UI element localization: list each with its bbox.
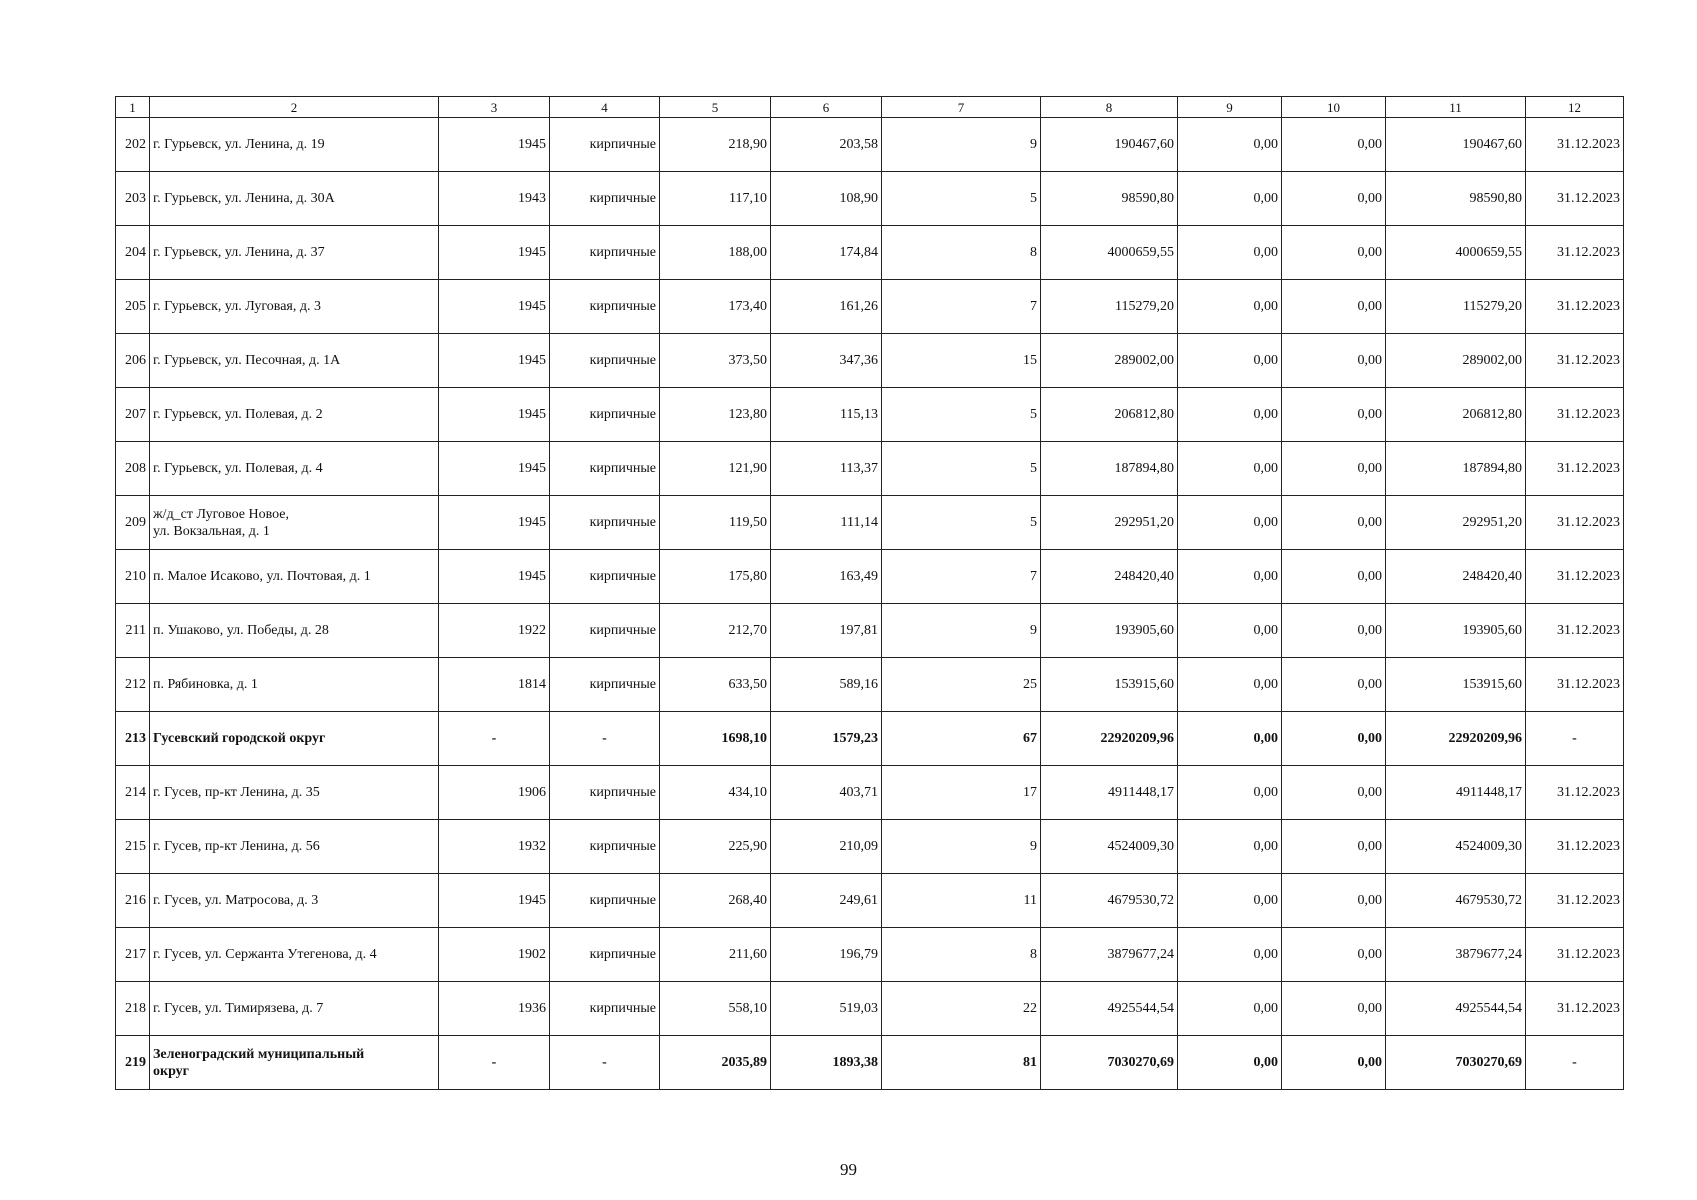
date-cell: - (1526, 1036, 1624, 1090)
wall-material-cell: кирпичные (550, 604, 660, 658)
year-cell: - (439, 712, 550, 766)
col9-cell: 0,00 (1178, 982, 1282, 1036)
table-row (116, 766, 1624, 820)
row-number-cell: 215 (116, 820, 150, 874)
wall-material-cell: кирпичные (550, 658, 660, 712)
address-cell: г. Гурьевск, ул. Ленина, д. 19 (150, 118, 439, 172)
address-cell: г. Гурьевск, ул. Полевая, д. 2 (150, 388, 439, 442)
table-row (116, 442, 1624, 496)
wall-material-cell: кирпичные (550, 118, 660, 172)
col9-cell: 0,00 (1178, 1036, 1282, 1090)
col7-cell: 7 (882, 280, 1041, 334)
col9-cell: 0,00 (1178, 766, 1282, 820)
date-cell: 31.12.2023 (1526, 604, 1624, 658)
col7-cell: 9 (882, 604, 1041, 658)
col10-cell: 0,00 (1282, 1036, 1386, 1090)
col11-cell: 4911448,17 (1386, 766, 1526, 820)
col8-cell: 289002,00 (1041, 334, 1178, 388)
col9-cell: 0,00 (1178, 172, 1282, 226)
col10-cell: 0,00 (1282, 712, 1386, 766)
col9-cell: 0,00 (1178, 604, 1282, 658)
table-body (116, 97, 1624, 1090)
col6-cell: 403,71 (771, 766, 882, 820)
year-cell: 1922 (439, 604, 550, 658)
row-number-cell: 211 (116, 604, 150, 658)
table-total-row (116, 1036, 1624, 1090)
col8-cell: 22920209,96 (1041, 712, 1178, 766)
row-number-cell: 208 (116, 442, 150, 496)
address-cell: г. Гурьевск, ул. Ленина, д. 30А (150, 172, 439, 226)
table-row (116, 388, 1624, 442)
date-cell: 31.12.2023 (1526, 226, 1624, 280)
col8-cell: 206812,80 (1041, 388, 1178, 442)
year-cell: 1932 (439, 820, 550, 874)
col8-cell: 193905,60 (1041, 604, 1178, 658)
col6-cell: 113,37 (771, 442, 882, 496)
table-row (116, 334, 1624, 388)
address-cell: г. Гурьевск, ул. Полевая, д. 4 (150, 442, 439, 496)
date-cell: 31.12.2023 (1526, 982, 1624, 1036)
col10-cell: 0,00 (1282, 334, 1386, 388)
col6-cell: 1893,38 (771, 1036, 882, 1090)
col8-cell: 7030270,69 (1041, 1036, 1178, 1090)
column-number-header-row (116, 97, 1624, 118)
col6-cell: 161,26 (771, 280, 882, 334)
column-header: 7 (882, 97, 1041, 118)
address-cell: г. Гурьевск, ул. Песочная, д. 1А (150, 334, 439, 388)
col9-cell: 0,00 (1178, 226, 1282, 280)
table-row (116, 496, 1624, 550)
column-header: 11 (1386, 97, 1526, 118)
col11-cell: 190467,60 (1386, 118, 1526, 172)
col9-cell: 0,00 (1178, 388, 1282, 442)
col9-cell: 0,00 (1178, 280, 1282, 334)
col8-cell: 4000659,55 (1041, 226, 1178, 280)
col5-cell: 2035,89 (660, 1036, 771, 1090)
col7-cell: 11 (882, 874, 1041, 928)
col8-cell: 187894,80 (1041, 442, 1178, 496)
row-number-cell: 219 (116, 1036, 150, 1090)
date-cell: 31.12.2023 (1526, 550, 1624, 604)
date-cell: 31.12.2023 (1526, 928, 1624, 982)
col11-cell: 187894,80 (1386, 442, 1526, 496)
col11-cell: 4000659,55 (1386, 226, 1526, 280)
col6-cell: 108,90 (771, 172, 882, 226)
col11-cell: 248420,40 (1386, 550, 1526, 604)
table-row (116, 280, 1624, 334)
wall-material-cell: кирпичные (550, 550, 660, 604)
housing-table (115, 96, 1624, 1090)
col9-cell: 0,00 (1178, 118, 1282, 172)
col10-cell: 0,00 (1282, 766, 1386, 820)
year-cell: 1902 (439, 928, 550, 982)
table-row (116, 604, 1624, 658)
table-row (116, 928, 1624, 982)
col10-cell: 0,00 (1282, 172, 1386, 226)
col6-cell: 249,61 (771, 874, 882, 928)
year-cell: 1814 (439, 658, 550, 712)
address-cell: г. Гусев, пр-кт Ленина, д. 56 (150, 820, 439, 874)
row-number-cell: 218 (116, 982, 150, 1036)
year-cell: 1945 (439, 334, 550, 388)
col7-cell: 15 (882, 334, 1041, 388)
column-header: 5 (660, 97, 771, 118)
year-cell: 1906 (439, 766, 550, 820)
col7-cell: 22 (882, 982, 1041, 1036)
row-number-cell: 205 (116, 280, 150, 334)
col7-cell: 9 (882, 118, 1041, 172)
address-cell: ж/д_ст Луговое Новое, ул. Вокзальная, д. 1 (150, 496, 439, 550)
address-cell: г. Гусев, пр-кт Ленина, д. 35 (150, 766, 439, 820)
col11-cell: 292951,20 (1386, 496, 1526, 550)
col6-cell: 519,03 (771, 982, 882, 1036)
wall-material-cell: кирпичные (550, 280, 660, 334)
row-number-cell: 213 (116, 712, 150, 766)
year-cell: 1945 (439, 226, 550, 280)
col9-cell: 0,00 (1178, 442, 1282, 496)
col9-cell: 0,00 (1178, 712, 1282, 766)
col5-cell: 225,90 (660, 820, 771, 874)
col8-cell: 153915,60 (1041, 658, 1178, 712)
date-cell: 31.12.2023 (1526, 118, 1624, 172)
col6-cell: 115,13 (771, 388, 882, 442)
col5-cell: 211,60 (660, 928, 771, 982)
wall-material-cell: кирпичные (550, 496, 660, 550)
col7-cell: 5 (882, 496, 1041, 550)
year-cell: 1945 (439, 874, 550, 928)
date-cell: 31.12.2023 (1526, 442, 1624, 496)
address-cell: п. Малое Исаково, ул. Почтовая, д. 1 (150, 550, 439, 604)
address-cell: г. Гусев, ул. Матросова, д. 3 (150, 874, 439, 928)
col9-cell: 0,00 (1178, 496, 1282, 550)
address-cell: п. Ушаково, ул. Победы, д. 28 (150, 604, 439, 658)
col6-cell: 347,36 (771, 334, 882, 388)
col9-cell: 0,00 (1178, 550, 1282, 604)
date-cell: 31.12.2023 (1526, 658, 1624, 712)
date-cell: 31.12.2023 (1526, 496, 1624, 550)
col8-cell: 98590,80 (1041, 172, 1178, 226)
col9-cell: 0,00 (1178, 820, 1282, 874)
wall-material-cell: кирпичные (550, 874, 660, 928)
col10-cell: 0,00 (1282, 280, 1386, 334)
col7-cell: 67 (882, 712, 1041, 766)
date-cell: 31.12.2023 (1526, 388, 1624, 442)
row-number-cell: 206 (116, 334, 150, 388)
col5-cell: 268,40 (660, 874, 771, 928)
table-row (116, 658, 1624, 712)
col7-cell: 81 (882, 1036, 1041, 1090)
col10-cell: 0,00 (1282, 604, 1386, 658)
year-cell: 1945 (439, 118, 550, 172)
column-header: 2 (150, 97, 439, 118)
col5-cell: 633,50 (660, 658, 771, 712)
address-cell: п. Рябиновка, д. 1 (150, 658, 439, 712)
date-cell: 31.12.2023 (1526, 874, 1624, 928)
wall-material-cell: - (550, 1036, 660, 1090)
wall-material-cell: кирпичные (550, 982, 660, 1036)
row-number-cell: 217 (116, 928, 150, 982)
row-number-cell: 210 (116, 550, 150, 604)
col9-cell: 0,00 (1178, 928, 1282, 982)
col5-cell: 173,40 (660, 280, 771, 334)
col8-cell: 115279,20 (1041, 280, 1178, 334)
col7-cell: 5 (882, 442, 1041, 496)
table-row (116, 820, 1624, 874)
col8-cell: 3879677,24 (1041, 928, 1178, 982)
col11-cell: 206812,80 (1386, 388, 1526, 442)
col6-cell: 111,14 (771, 496, 882, 550)
wall-material-cell: кирпичные (550, 928, 660, 982)
col11-cell: 289002,00 (1386, 334, 1526, 388)
wall-material-cell: кирпичные (550, 442, 660, 496)
page-number: 99 (840, 1160, 857, 1179)
col10-cell: 0,00 (1282, 982, 1386, 1036)
col8-cell: 4925544,54 (1041, 982, 1178, 1036)
table-row (116, 226, 1624, 280)
col5-cell: 121,90 (660, 442, 771, 496)
col7-cell: 25 (882, 658, 1041, 712)
col6-cell: 589,16 (771, 658, 882, 712)
year-cell: - (439, 1036, 550, 1090)
col6-cell: 174,84 (771, 226, 882, 280)
col7-cell: 5 (882, 172, 1041, 226)
year-cell: 1945 (439, 442, 550, 496)
col10-cell: 0,00 (1282, 496, 1386, 550)
address-cell: г. Гурьевск, ул. Луговая, д. 3 (150, 280, 439, 334)
date-cell: - (1526, 712, 1624, 766)
row-number-cell: 212 (116, 658, 150, 712)
col10-cell: 0,00 (1282, 388, 1386, 442)
table-total-row (116, 712, 1624, 766)
col7-cell: 5 (882, 388, 1041, 442)
wall-material-cell: кирпичные (550, 334, 660, 388)
col7-cell: 7 (882, 550, 1041, 604)
col6-cell: 203,58 (771, 118, 882, 172)
year-cell: 1945 (439, 280, 550, 334)
column-header: 4 (550, 97, 660, 118)
col5-cell: 212,70 (660, 604, 771, 658)
col9-cell: 0,00 (1178, 658, 1282, 712)
table-row (116, 874, 1624, 928)
col11-cell: 4524009,30 (1386, 820, 1526, 874)
row-number-cell: 216 (116, 874, 150, 928)
column-header: 3 (439, 97, 550, 118)
wall-material-cell: кирпичные (550, 820, 660, 874)
date-cell: 31.12.2023 (1526, 172, 1624, 226)
row-number-cell: 209 (116, 496, 150, 550)
table-row (116, 172, 1624, 226)
wall-material-cell: кирпичные (550, 172, 660, 226)
col11-cell: 153915,60 (1386, 658, 1526, 712)
table-row (116, 118, 1624, 172)
year-cell: 1945 (439, 496, 550, 550)
column-header: 12 (1526, 97, 1624, 118)
col8-cell: 4524009,30 (1041, 820, 1178, 874)
col5-cell: 119,50 (660, 496, 771, 550)
col5-cell: 434,10 (660, 766, 771, 820)
col6-cell: 163,49 (771, 550, 882, 604)
col7-cell: 8 (882, 928, 1041, 982)
col9-cell: 0,00 (1178, 874, 1282, 928)
col10-cell: 0,00 (1282, 874, 1386, 928)
col6-cell: 1579,23 (771, 712, 882, 766)
column-header: 8 (1041, 97, 1178, 118)
col7-cell: 9 (882, 820, 1041, 874)
col7-cell: 8 (882, 226, 1041, 280)
col6-cell: 196,79 (771, 928, 882, 982)
address-cell: г. Гурьевск, ул. Ленина, д. 37 (150, 226, 439, 280)
row-number-cell: 207 (116, 388, 150, 442)
col5-cell: 1698,10 (660, 712, 771, 766)
column-header: 1 (116, 97, 150, 118)
col10-cell: 0,00 (1282, 928, 1386, 982)
col11-cell: 115279,20 (1386, 280, 1526, 334)
col10-cell: 0,00 (1282, 442, 1386, 496)
date-cell: 31.12.2023 (1526, 334, 1624, 388)
row-number-cell: 204 (116, 226, 150, 280)
col10-cell: 0,00 (1282, 226, 1386, 280)
address-cell: г. Гусев, ул. Сержанта Утегенова, д. 4 (150, 928, 439, 982)
col7-cell: 17 (882, 766, 1041, 820)
col8-cell: 248420,40 (1041, 550, 1178, 604)
col11-cell: 4679530,72 (1386, 874, 1526, 928)
wall-material-cell: кирпичные (550, 226, 660, 280)
wall-material-cell: кирпичные (550, 388, 660, 442)
col5-cell: 117,10 (660, 172, 771, 226)
col11-cell: 4925544,54 (1386, 982, 1526, 1036)
col8-cell: 292951,20 (1041, 496, 1178, 550)
col10-cell: 0,00 (1282, 118, 1386, 172)
col6-cell: 197,81 (771, 604, 882, 658)
address-cell: Гусевский городской округ (150, 712, 439, 766)
col8-cell: 190467,60 (1041, 118, 1178, 172)
col5-cell: 373,50 (660, 334, 771, 388)
col5-cell: 175,80 (660, 550, 771, 604)
column-header: 6 (771, 97, 882, 118)
date-cell: 31.12.2023 (1526, 820, 1624, 874)
col10-cell: 0,00 (1282, 658, 1386, 712)
year-cell: 1945 (439, 550, 550, 604)
col5-cell: 218,90 (660, 118, 771, 172)
table-row (116, 982, 1624, 1036)
wall-material-cell: - (550, 712, 660, 766)
col11-cell: 98590,80 (1386, 172, 1526, 226)
column-header: 9 (1178, 97, 1282, 118)
column-header: 10 (1282, 97, 1386, 118)
year-cell: 1943 (439, 172, 550, 226)
col11-cell: 22920209,96 (1386, 712, 1526, 766)
address-cell: Зеленоградский муниципальный округ (150, 1036, 439, 1090)
col5-cell: 188,00 (660, 226, 771, 280)
col9-cell: 0,00 (1178, 334, 1282, 388)
table-row (116, 550, 1624, 604)
col10-cell: 0,00 (1282, 820, 1386, 874)
col10-cell: 0,00 (1282, 550, 1386, 604)
col8-cell: 4911448,17 (1041, 766, 1178, 820)
col5-cell: 558,10 (660, 982, 771, 1036)
col5-cell: 123,80 (660, 388, 771, 442)
date-cell: 31.12.2023 (1526, 280, 1624, 334)
col6-cell: 210,09 (771, 820, 882, 874)
year-cell: 1936 (439, 982, 550, 1036)
date-cell: 31.12.2023 (1526, 766, 1624, 820)
col8-cell: 4679530,72 (1041, 874, 1178, 928)
row-number-cell: 202 (116, 118, 150, 172)
row-number-cell: 214 (116, 766, 150, 820)
wall-material-cell: кирпичные (550, 766, 660, 820)
year-cell: 1945 (439, 388, 550, 442)
row-number-cell: 203 (116, 172, 150, 226)
col11-cell: 7030270,69 (1386, 1036, 1526, 1090)
col11-cell: 193905,60 (1386, 604, 1526, 658)
col11-cell: 3879677,24 (1386, 928, 1526, 982)
address-cell: г. Гусев, ул. Тимирязева, д. 7 (150, 982, 439, 1036)
